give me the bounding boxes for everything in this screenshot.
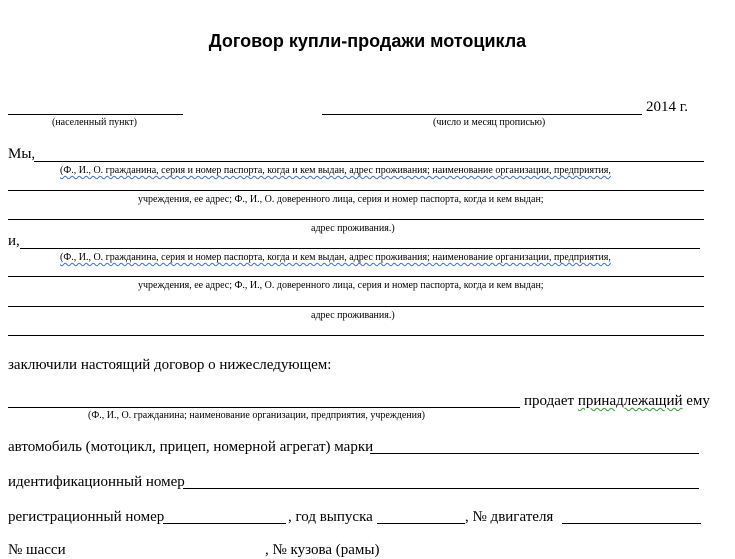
seller-caption: (Ф., И., О. гражданина; наименование организации, предприятия, учреждения) bbox=[88, 410, 425, 421]
date-field-line[interactable] bbox=[322, 114, 642, 115]
year-of-manufacture-field-line[interactable] bbox=[377, 523, 465, 524]
agreement-intro: заключили настоящий договор о нижеследующем: bbox=[8, 357, 332, 373]
year-label: 2014 г. bbox=[646, 99, 688, 115]
sells-owned: принадлежащий bbox=[577, 393, 683, 409]
year-of-manufacture-label: , год выпуска bbox=[288, 509, 373, 525]
body-number-label: , № кузова (рамы) bbox=[265, 542, 380, 558]
sells-text bbox=[524, 393, 710, 410]
party1-field-line-2[interactable] bbox=[8, 190, 704, 191]
place-field-line[interactable] bbox=[8, 114, 183, 115]
vin-field-line[interactable] bbox=[183, 488, 699, 489]
sells-suffix: ему bbox=[686, 393, 710, 409]
party2-caption-3: адрес проживания.) bbox=[311, 310, 395, 321]
vin-label: идентификационный номер bbox=[8, 474, 185, 490]
chassis-label: № шасси bbox=[8, 542, 66, 558]
engine-number-label: , № двигателя bbox=[465, 509, 554, 525]
party2-field-line-2[interactable] bbox=[8, 276, 704, 277]
party1-prefix: Мы, bbox=[8, 146, 36, 162]
party1-caption-3: адрес проживания.) bbox=[311, 223, 395, 234]
reg-number-label: регистрационный номер bbox=[8, 509, 165, 525]
sells-prefix: продает bbox=[524, 393, 575, 409]
party2-caption-2: учреждения, ее адрес; Ф., И., О. доверенного лица, серия и номер паспорта, когда и кем выдан; bbox=[138, 280, 544, 291]
date-caption: (число и месяц прописью) bbox=[433, 117, 546, 128]
party1-caption-2: учреждения, ее адрес; Ф., И., О. доверенного лица, серия и номер паспорта, когда и кем выдан; bbox=[138, 194, 544, 205]
party2-caption-1: (Ф., И., О. гражданина, серия и номер паспорта, когда и кем выдан, адрес проживания; наименование организации, предприятия, bbox=[60, 252, 611, 263]
party2-prefix: и, bbox=[8, 233, 20, 249]
document-title: Договор купли-продажи мотоцикла bbox=[208, 31, 527, 51]
party1-caption-1: (Ф., И., О. гражданина, серия и номер паспорта, когда и кем выдан, адрес проживания; наименование организации, предприятия, bbox=[60, 165, 611, 176]
party2-field-line-3[interactable] bbox=[8, 306, 704, 307]
party2-field-line-4[interactable] bbox=[8, 335, 704, 336]
vehicle-brand-label: автомобиль (мотоцикл, прицеп, номерной агрегат) марки bbox=[8, 439, 374, 455]
seller-field-line[interactable] bbox=[8, 407, 520, 408]
party2-field-line-1[interactable] bbox=[20, 248, 700, 249]
vehicle-brand-field-line[interactable] bbox=[370, 453, 699, 454]
reg-number-field-line[interactable] bbox=[163, 523, 286, 524]
party1-field-line-3[interactable] bbox=[8, 219, 704, 220]
engine-number-field-line[interactable] bbox=[562, 523, 701, 524]
party1-field-line-1[interactable] bbox=[34, 161, 704, 162]
place-caption: (населенный пункт) bbox=[52, 117, 137, 128]
